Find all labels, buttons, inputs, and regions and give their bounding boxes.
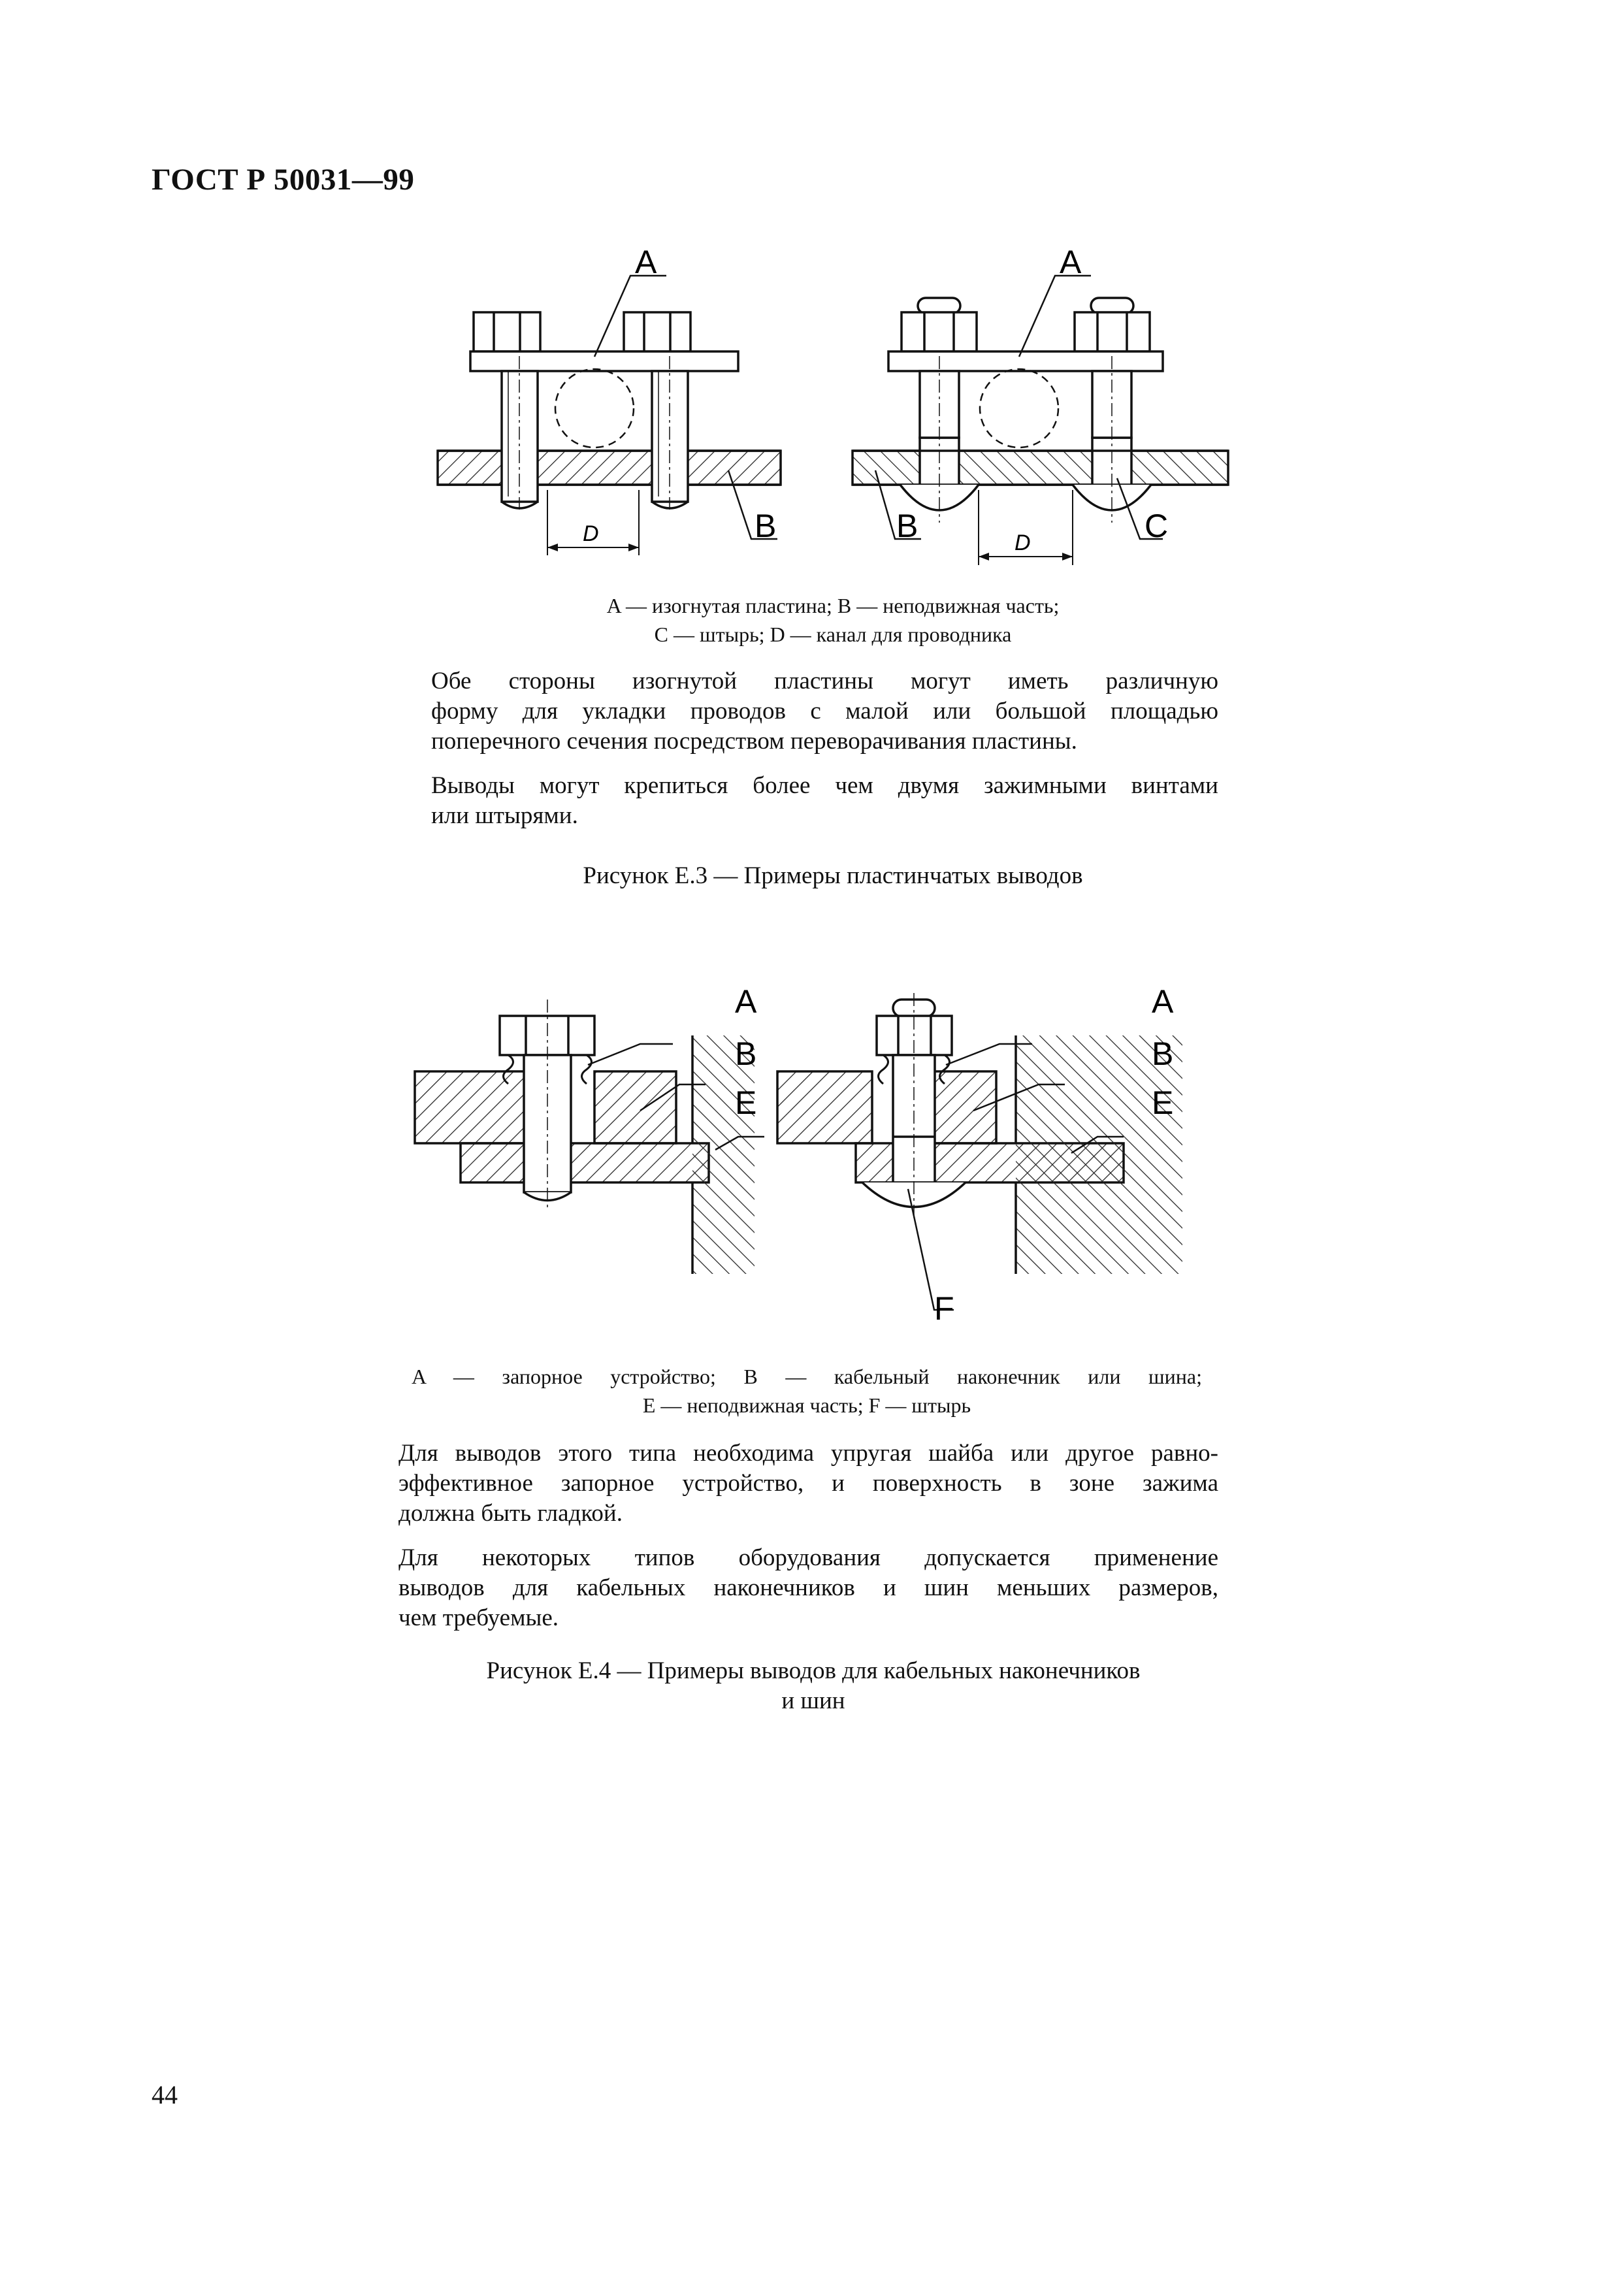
figure-e4-drawing (412, 973, 1182, 1326)
text-line: Выводы могут крепиться более чем двумя зажимными винтами (431, 772, 1218, 799)
figure-e3-label-d-left: D (583, 521, 599, 546)
figure-e4-label-a-right: A (1152, 983, 1174, 1020)
figure-e3-drawing (431, 235, 1235, 588)
figure-e4-caption-line-1: Рисунок Е.4 — Примеры выводов для кабельных наконечников (486, 1657, 1141, 1684)
text-line: Обе стороны изогнутой пластины могут иметь различную (431, 668, 1218, 694)
figure-e3-caption: Рисунок Е.3 — Примеры пластинчатых выводов (583, 862, 1083, 889)
text-line: Для выводов этого типа необходима упругая шайба или другое равно- (398, 1440, 1218, 1467)
document-header: ГОСТ Р 50031—99 (152, 163, 415, 197)
page-number: 44 (152, 2080, 178, 2109)
text-line: форму для укладки проводов с малой или большой площадью (431, 698, 1218, 724)
figure-e4-legend-line-2: E — неподвижная часть; F — штырь (642, 1393, 971, 1417)
figure-e4-paragraph-1 (398, 1439, 1218, 1529)
figure-e4-label-b-left: B (735, 1035, 757, 1072)
figure-e4-label-a-left: A (735, 983, 757, 1020)
figure-e3-label-a-left: A (635, 244, 657, 280)
figure-e3-paragraph-2 (431, 771, 1218, 831)
figure-e3-label-d-right: D (1015, 530, 1031, 555)
figure-e3-legend-line-1: A — изогнутая пластина; B — неподвижная часть; (606, 594, 1060, 617)
text-line: чем требуемые. (398, 1604, 559, 1631)
text-line: или штырями. (431, 802, 578, 829)
figure-e3-paragraph-1 (431, 666, 1218, 757)
figure-e3-label-b-left: B (755, 508, 777, 544)
figure-e3-label-a-right: A (1060, 244, 1082, 280)
figure-e4-label-e-left: E (735, 1084, 757, 1121)
text-line: поперечного сечения посредством переворачивания пластины. (431, 728, 1077, 755)
figure-e4-paragraph-2 (398, 1543, 1218, 1633)
text-line: должна быть гладкой. (398, 1500, 623, 1527)
text-line: эффективное запорное устройство, и поверхность в зоне зажима (398, 1470, 1218, 1497)
text-line: выводов для кабельных наконечников и шин меньших размеров, (398, 1574, 1218, 1601)
figure-e4-label-f: F (934, 1290, 954, 1326)
figure-e4-label-b-right: B (1152, 1035, 1174, 1072)
figure-e4-legend-line-1: A — запорное устройство; B — кабельный наконечник или шина; (412, 1365, 1202, 1388)
figure-e3-legend-line-2: C — штырь; D — канал для проводника (654, 623, 1012, 646)
figure-e3-legend (431, 591, 1235, 649)
figure-e4-caption-line-2: и шин (781, 1687, 845, 1714)
figure-e3-label-b-right: B (896, 508, 918, 544)
figure-e3-label-c: C (1145, 508, 1169, 544)
figure-e4-label-e-right: E (1152, 1084, 1174, 1121)
figure-e4-caption (398, 1656, 1228, 1716)
figure-e4-legend (412, 1362, 1202, 1420)
text-line: Для некоторых типов оборудования допускается применение (398, 1544, 1218, 1571)
